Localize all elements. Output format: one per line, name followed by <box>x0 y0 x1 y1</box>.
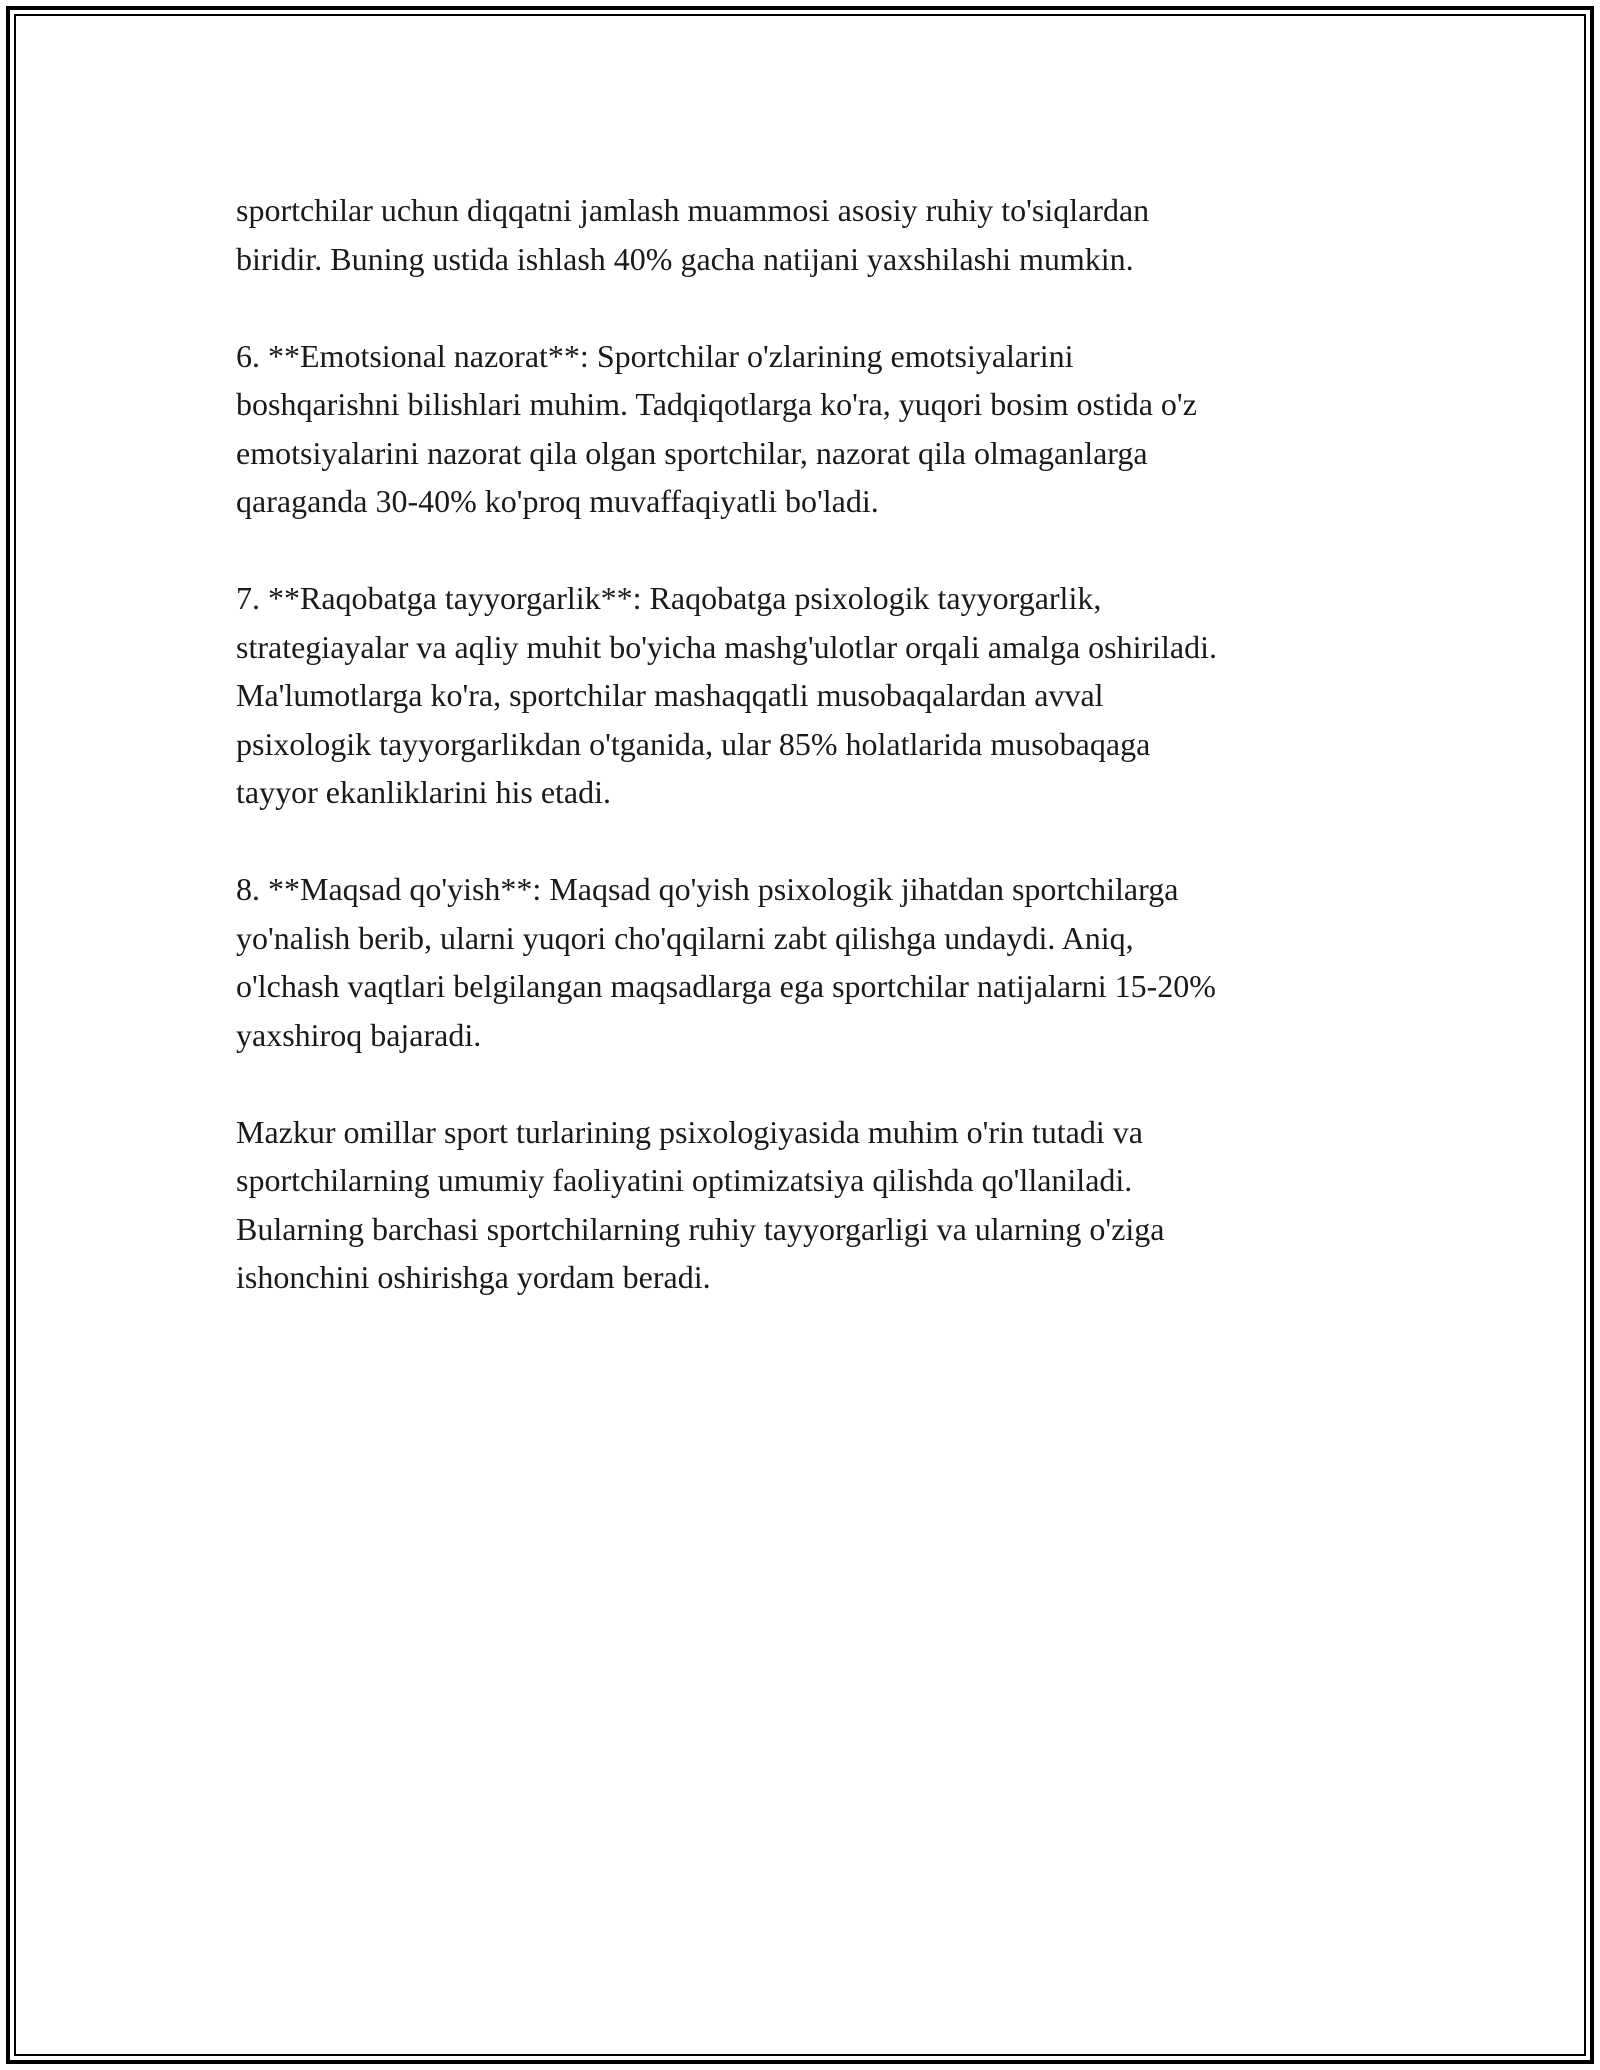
paragraph-focus-intro: sportchilar uchun diqqatni jamlash muammosi asosiy ruhiy to'siqlardan biridir. Buning ustida ishlash 40% gacha natijani yaxshilashi mumkin. <box>236 192 1150 277</box>
paragraph-emotional-control: 6. **Emotsional nazorat**: Sportchilar o'zlarining emotsiyalarini boshqarishni bilishlari muhim. Tadqiqotlarga ko'ra, yuqori bosim ostida o'z emotsiyalarini nazorat qila olgan sportchilar, nazorat qila olmaganlarga qaraganda 30-40% ko'proq muvaffaqiyatli bo'ladi. <box>236 337 1197 519</box>
paragraph-goal-setting: 8. **Maqsad qo'yish**: Maqsad qo'yish psixologik jihatdan sportchilarga yo'nalish berib, ularni yuqori cho'qqilarni zabt qilishga undaydi. Aniq, o'lchash vaqtlari belgilangan maqsadlarga ega sportchilar natijalarni 15-20% yaxshiroq bajaradi. <box>236 871 1216 1053</box>
paragraph-competition-preparation: 7. **Raqobatga tayyorgarlik**: Raqobatga psixologik tayyorgarlik, strategiayalar va aqliy muhit bo'yicha mashg'ulotlar orqali amalga oshiriladi. Ma'lumotlarga ko'ra, sportchilar mashaqqatli musobaqalardan avval psixologik tayyorgarlikdan o'tganida, ular 85% holatlarida musobaqaga tayyor ekanliklarini his etadi. <box>236 580 1218 810</box>
paragraph-conclusion: Mazkur omillar sport turlarining psixologiyasida muhim o'rin tutadi va sportchilarning umumiy faoliyatini optimizatsiya qilishda qo'llaniladi. Bularning barchasi sportchilarning ruhiy tayyorgarligi va ularning o'ziga ishonchini oshirishga yordam beradi. <box>236 1113 1165 1295</box>
document-body <box>236 186 1386 1350</box>
